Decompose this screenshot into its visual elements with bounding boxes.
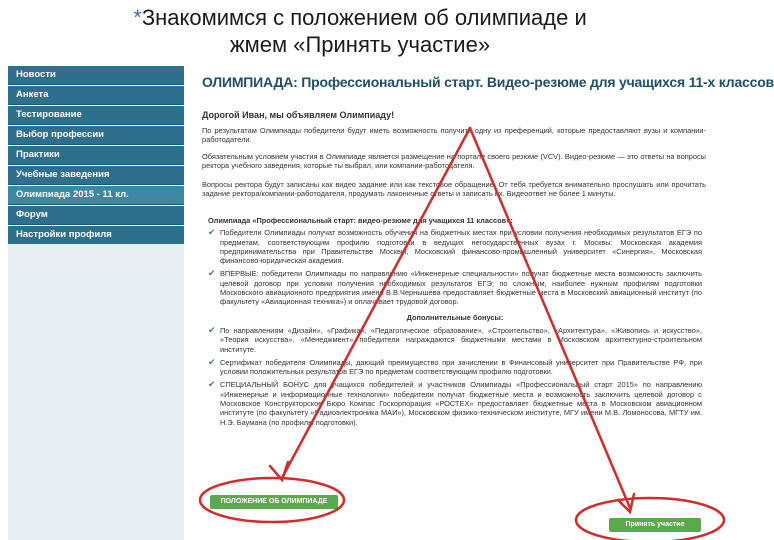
- bonus-text: По направлениям «Дизайн», «Графика», «Педагогическое образование», «Строительство», «Архитектура», «Живопись и искусство», «Теория искусства», «Менеджмент» победители награждаются бюджетными местами в Московском архитектурно-строительном институте.: [220, 325, 702, 354]
- page-title: ОЛИМПИАДА: Профессиональный старт. Видео-резюме для учащихся 11-х классов: [202, 74, 774, 90]
- asterisk-mark: *: [133, 5, 142, 30]
- sidebar-item-survey[interactable]: Анкета: [8, 86, 184, 105]
- bonus-text: Сертификат победителя Олимпиады, дающий преимущество при зачислении в Финансовый университет при Правительстве РФ, при условии положительных результатов ЕГЭ по предметам соответствующим профилю подготовки.: [220, 357, 702, 377]
- olympiad-regulation-button[interactable]: ПОЛОЖЕНИЕ ОБ ОЛИМПИАДЕ: [210, 495, 338, 509]
- conditions-title: Олимпиада «Профессиональный старт: видео-резюме для учащихся 11 классов»:: [208, 216, 513, 225]
- checkmark-icon: ✔: [208, 324, 216, 335]
- bonus-title: Дополнительные бонусы:: [406, 312, 504, 322]
- condition-item: [208, 269, 702, 306]
- participate-button[interactable]: Принять участие: [609, 518, 701, 532]
- intro-paragraph-1: По результатам Олимпиады победители будут иметь возможность получить одну из преференций, которые предоставляют вузы и компании-работодатели.: [202, 126, 706, 145]
- bonus-text: СПЕЦИАЛЬНЫЙ БОНУС для учащихся победителей и участников Олимпиады «Профессиональный старт 2015» по направлению «Инженерные и информационные технологии» победители получат бюджетные места и возможность заключить целевой договор с Московское Конструкторское Бюро Компас Госкорпорация «РОСТЕХ» предоставляет бюджетные места в Московском авиационном институте (по факультету «Радиоэлектроника МАИ»), Московском физико-техническом институте, МГУ имени М.В. Ломоносова, МГТУ им. Н.Э. Баумана (по профилю подготовки).: [220, 380, 702, 427]
- sidebar-item-forum[interactable]: Форум: [8, 206, 184, 225]
- bonus-item: [208, 326, 702, 354]
- sidebar-item-olympiad[interactable]: Олимпиада 2015 - 11 кл.: [8, 186, 184, 205]
- bonus-item: [208, 380, 702, 426]
- greeting-text: Дорогой Иван, мы объявляем Олимпиаду!: [202, 110, 395, 120]
- main-content: [194, 66, 774, 540]
- olympiad-conditions-box: [208, 216, 702, 431]
- checkmark-icon: ✔: [208, 227, 216, 238]
- sidebar-item-profile-settings[interactable]: Настройки профиля: [8, 226, 184, 245]
- website-screenshot: [8, 66, 774, 540]
- sidebar-item-testing[interactable]: Тестирование: [8, 106, 184, 125]
- checkmark-icon: ✔: [208, 268, 216, 279]
- sidebar-background: [8, 244, 184, 540]
- sidebar-item-profession-choice[interactable]: Выбор профессии: [8, 126, 184, 145]
- slide-title-line-2: жмем «Принять участие»: [229, 32, 491, 57]
- sidebar-item-internships[interactable]: Практики: [8, 146, 184, 165]
- condition-text: ВПЕРВЫЕ: победители Олимпиады по направлению «Инженерные специальности» получат бюджетные места возможность заключить целевой договор при условии получения необходимых результатов ЕГЭ; по сложным, наиболее нужным профилям подготовки Московского авиационного предприятия имени В.В.Чернышева предоставляет бюджетные места в Московский авиационный институт (по факультету «Авиационная техника») и оплачивает трудовой договор.: [220, 269, 702, 307]
- intro-paragraph-3: Вопросы ректора будут записаны как видео задание или как текстовое обращение. От тебя требуется внимательно прослушать или прочитать задание ректора/компании-работодателя, продумать лаконичные ответы и записать их. Видеоответ не более 1 минуты.: [202, 180, 706, 199]
- sidebar-item-news[interactable]: Новости: [8, 66, 184, 85]
- sidebar-item-institutions[interactable]: Учебные заведения: [8, 166, 184, 185]
- condition-item: [208, 228, 702, 265]
- intro-paragraph-2: Обязательным условием участия в Олимпиаде является размещение на портале своего резюме (VCV). Видео-резюме — это ответы на вопросы ректора учебного заведения, которые ты выбрал, или компании-работодателя.: [202, 152, 706, 171]
- checkmark-icon: ✔: [208, 379, 216, 390]
- checkmark-icon: ✔: [208, 356, 216, 367]
- slide-title: [0, 4, 720, 58]
- sidebar-nav: [8, 66, 184, 540]
- condition-text: Победители Олимпиады получат возможность обучения на бюджетных местах при условии получения необходимых результатов ЕГЭ по предметам, соответствующим профилю подготовки в ведущих негосударственных вузах г. Москвы: Московская академия предпринимательства при Правительстве Москвы, Московский финансово-промышленный университет «Синергия», Московская финансово-юридическая академия.: [220, 228, 702, 266]
- bonus-item: [208, 358, 702, 377]
- slide-title-line-1: Знакомимся с положением об олимпиаде и: [141, 5, 587, 30]
